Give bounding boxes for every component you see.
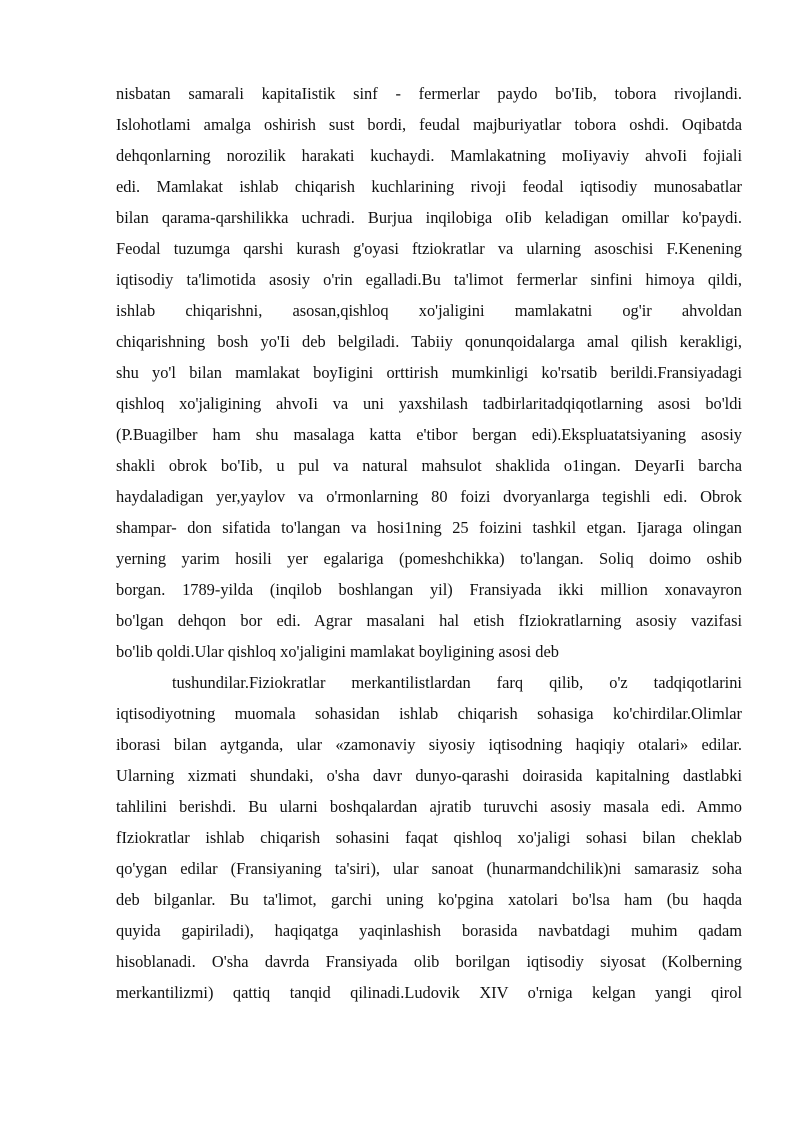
text-line: iqtisodiy ta'limotida asosiy o'rin egalladi.Bu ta'limot fermerlar sinfini himoya qildi,: [116, 270, 742, 289]
text-line: yerning yarim hosili yer egalariga (pomeshchikka) to'langan. Soliq doimo oshib: [116, 549, 742, 568]
text-line: ishlab chiqarishni, asosan,qishloq xo'jaligini mamlakatni og'ir ahvoldan: [116, 301, 742, 320]
text-line: tahlilini berishdi. Bu ularni boshqalardan ajratib turuvchi asosiy masala edi. Ammo: [116, 797, 742, 816]
text-line: quyida gapiriladi), haqiqatga yaqinlashish borasida navbatdagi muhim qadam: [116, 921, 742, 940]
text-line: iborasi bilan aytganda, ular «zamonaviy siyosiy iqtisodning haqiqiy otalari» edilar.: [116, 735, 742, 754]
text-line: iqtisodiyotning muomala sohasidan ishlab chiqarish sohasiga ko'chirdilar.Olimlar: [116, 704, 742, 723]
text-line: fIziokratlar ishlab chiqarish sohasini faqat qishloq xo'jaligi sohasi bilan cheklab: [116, 828, 742, 847]
text-line: Feodal tuzumga qarshi kurash g'oyasi ftziokratlar va ularning asoschisi F.Kenening: [116, 239, 742, 258]
text-line: (P.Buagilber ham shu masalaga katta e'tibor bergan edi).Ekspluatatsiyaning asosiy: [116, 425, 742, 444]
text-line: deb bilganlar. Bu ta'limot, garchi uning ko'pgina xatolari bo'lsa ham (bu haqda: [116, 890, 742, 909]
text-line: qishloq xo'jaligining ahvoIi va uni yaxshilash tadbirlaritadqiqotlarning asosi bo'ldi: [116, 394, 742, 413]
text-line: Ularning xizmati shundaki, o'sha davr dunyo-qarashi doirasida kapitalning dastlabki: [116, 766, 742, 785]
document-page: [116, 78, 742, 1008]
text-line: shu yo'l bilan mamlakat boyIigini orttirish mumkinligi ko'rsatib berildi.Fransiyadagi: [116, 363, 742, 382]
text-line: nisbatan samarali kapitaIistik sinf - fermerlar paydo bo'Iib, tobora rivojlandi.: [116, 84, 742, 103]
text-line: Islohotlami amalga oshirish sust bordi, feudal majburiyatlar tobora oshdi. Oqibatda: [116, 115, 742, 134]
text-line: qo'ygan edilar (Fransiyaning ta'siri), ular sanoat (hunarmandchilik)ni samarasiz soha: [116, 859, 742, 878]
text-line: bo'lgan dehqon bor edi. Agrar masalani hal etish fIziokratlarning asosiy vazifasi: [116, 611, 742, 630]
text-line: haydaladigan yer,yaylov va o'rmonlarning 80 foizi dvoryanlarga tegishli edi. Obrok: [116, 487, 742, 506]
text-line: hisoblanadi. O'sha davrda Fransiyada olib borilgan iqtisodiy siyosat (Kolberning: [116, 952, 742, 971]
text-line: tushundilar.Fiziokratlar merkantilistlardan farq qilib, o'z tadqiqotlarini: [172, 673, 742, 692]
text-line: merkantilizmi) qattiq tanqid qilinadi.Ludovik XIV o'rniga kelgan yangi qirol: [116, 983, 742, 1002]
text-line: chiqarishning bosh yo'Ii deb belgiladi. Tabiiy qonunqoidalarga amal qilish kerakligi,: [116, 332, 742, 351]
text-line: shampar- don sifatida to'langan va hosi1ning 25 foizini tashkil etgan. Ijaraga olingan: [116, 518, 742, 537]
text-line: bo'lib qoldi.Ular qishloq xo'jaligini mamlakat boyligining asosi deb: [116, 642, 559, 661]
paragraph-physiocrats-origin: [116, 78, 742, 667]
text-line: bilan qarama-qarshilikka uchradi. Burjua inqilobiga oIib keladigan omillar ko'paydi.: [116, 208, 742, 227]
text-line: borgan. 1789-yilda (inqilob boshlangan yil) Fransiyada ikki million xonavayron: [116, 580, 742, 599]
text-line: edi. Mamlakat ishlab chiqarish kuchlarining rivoji feodal iqtisodiy munosabatlar: [116, 177, 742, 196]
text-line: dehqonlarning norozilik harakati kuchaydi. Mamlakatning moIiyaviy ahvoIi fojiali: [116, 146, 742, 165]
text-line: shakli obrok bo'Iib, u pul va natural mahsulot shaklida o1ingan. DeyarIi barcha: [116, 456, 742, 475]
paragraph-physiocrats-contribution: [116, 667, 742, 1008]
